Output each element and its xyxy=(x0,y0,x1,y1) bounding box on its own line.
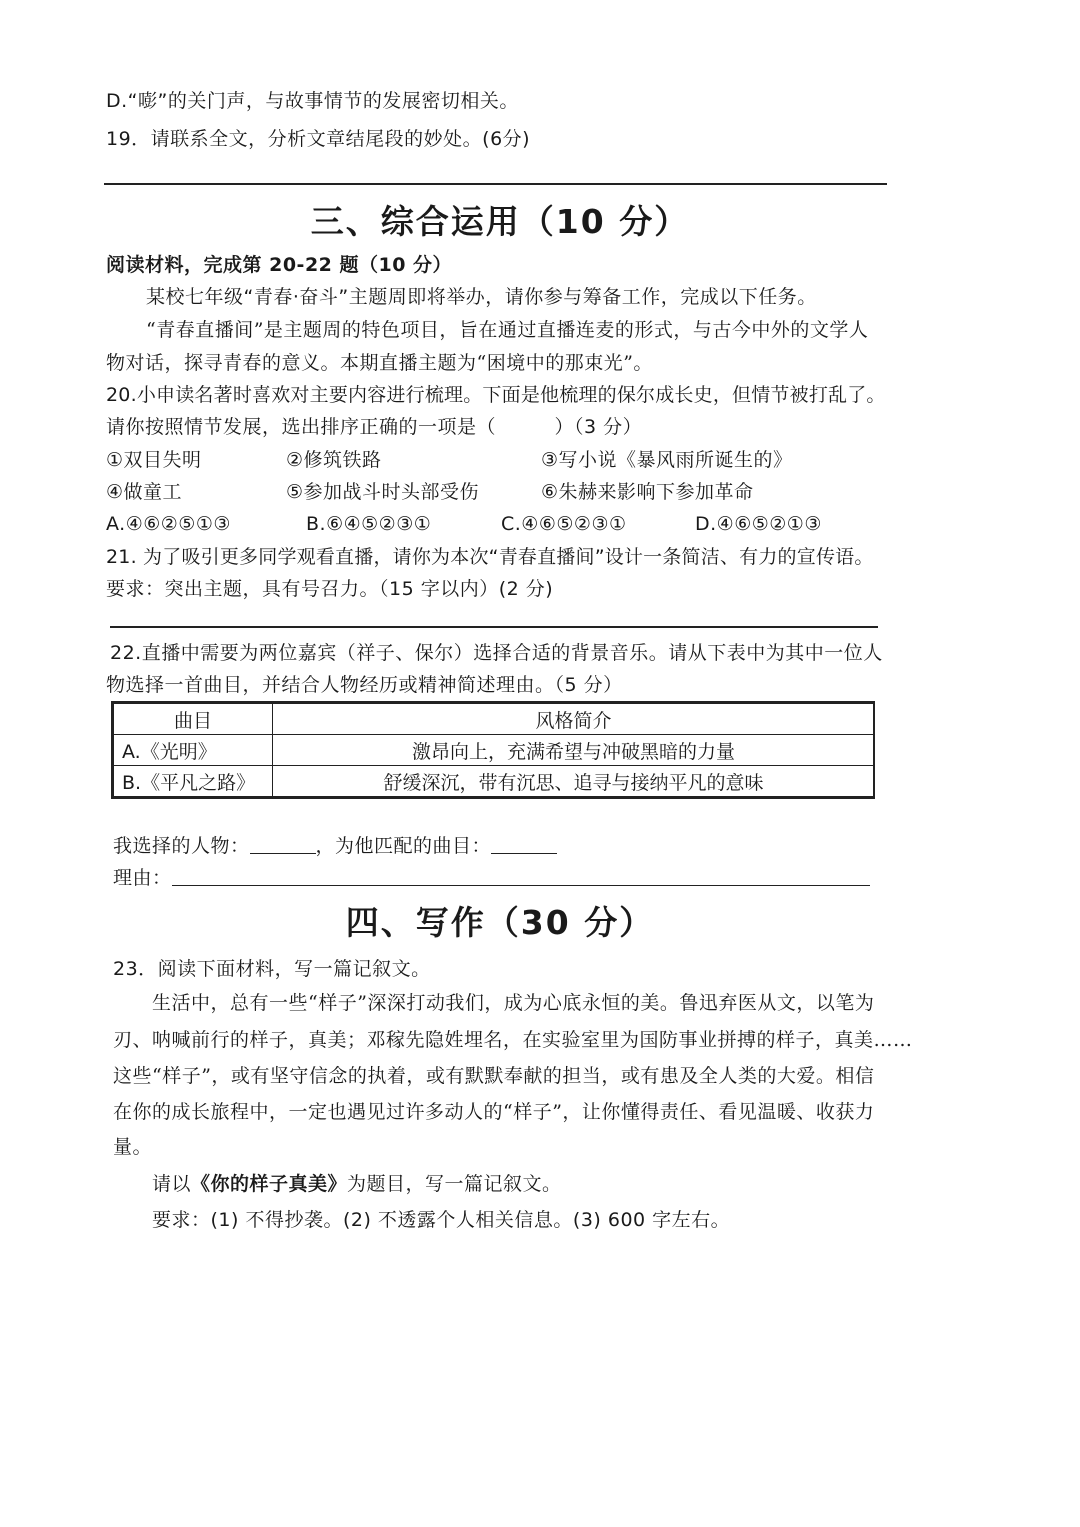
question-20-line-2: 请你按照情节发展，选出排序正确的一项是（ ）（3 分） xyxy=(106,416,643,438)
essay-task-suffix: 为题目，写一篇记叙文。 xyxy=(347,1173,562,1195)
choose-person-label: 我选择的人物： xyxy=(113,835,250,857)
section-3-heading: 三、综合运用（10 分） xyxy=(310,202,690,241)
table-header-style: 风格简介 xyxy=(273,704,875,735)
question-21-line-2: 要求：突出主题，具有号召力。（15 字以内）(2 分) xyxy=(106,578,554,600)
reason-line xyxy=(113,865,870,891)
table-row xyxy=(114,766,875,797)
event-4: ④做童工 xyxy=(106,481,183,503)
event-1: ①双目失明 xyxy=(106,449,202,471)
table-header-song: 曲目 xyxy=(114,704,273,735)
essay-material-3: 这些“样子”，或有坚守信念的执着，或有默默奉献的担当，或有患及全人类的大爱。相信 xyxy=(113,1065,875,1087)
event-6: ⑥朱赫来影响下参加革命 xyxy=(541,481,754,503)
choice-line xyxy=(113,833,557,859)
table-header-row xyxy=(114,704,875,735)
essay-material-2: 刃、呐喊前行的样子，真美；邓稼先隐姓埋名，在实验室里为国防事业拼搏的样子，真美…… xyxy=(113,1029,913,1051)
option-c: C.④⑥⑤②③① xyxy=(501,513,627,535)
question-22-line-2: 物选择一首曲目，并结合人物经历或精神简述理由。（5 分） xyxy=(106,674,623,696)
essay-requirements: 要求：(1) 不得抄袭。(2) 不透露个人相关信息。(3) 600 字左右。 xyxy=(152,1209,731,1231)
music-table xyxy=(113,703,875,797)
essay-task xyxy=(152,1171,562,1197)
question-22-line-1: 22.直播中需要为两位嘉宾（祥子、保尔）选择合适的背景音乐。请从下表中为其中一位人 xyxy=(110,642,883,664)
song-blank[interactable] xyxy=(491,833,557,854)
table-row xyxy=(114,735,875,766)
question-19: 19．请联系全文，分析文章结尾段的妙处。(6分) xyxy=(106,128,531,150)
essay-title: 《你的样子真美》 xyxy=(191,1173,348,1195)
table-cell-song: A.《光明》 xyxy=(114,735,273,766)
option-b: B.⑥④⑤②③① xyxy=(306,513,432,535)
intro-paragraph-1: 某校七年级“青春·奋斗”主题周即将举办，请你参与筹备工作，完成以下任务。 xyxy=(146,286,817,308)
table-cell-style: 激昂向上，充满希望与冲破黑暗的力量 xyxy=(273,735,875,766)
option-d-text: D.“嘭”的关门声，与故事情节的发展密切相关。 xyxy=(106,90,519,112)
table-cell-song: B.《平凡之路》 xyxy=(114,766,273,797)
question-23: 23．阅读下面材料，写一篇记叙文。 xyxy=(113,958,431,980)
question-20-line-1: 20.小申读名著时喜欢对主要内容进行梳理。下面是他梳理的保尔成长史，但情节被打乱了。 xyxy=(106,384,886,406)
option-d: D.④⑥⑤②①③ xyxy=(695,513,822,535)
reason-blank[interactable] xyxy=(172,865,870,886)
essay-material-4: 在你的成长旅程中，一定也遇见过许多动人的“样子”，让你懂得责任、看见温暖、收获力 xyxy=(113,1101,875,1123)
essay-material-1: 生活中，总有一些“样子”深深打动我们，成为心底永恒的美。鲁迅弃医从文，以笔为 xyxy=(152,992,875,1014)
option-a: A.④⑥②⑤①③ xyxy=(106,513,231,535)
essay-task-prefix: 请以 xyxy=(152,1173,192,1195)
material-instruction: 阅读材料，完成第 20-22 题（10 分） xyxy=(106,254,453,276)
table-cell-style: 舒缓深沉，带有沉思、追寻与接纳平凡的意味 xyxy=(273,766,875,797)
intro-paragraph-3: 物对话，探寻青春的意义。本期直播主题为“困境中的那束光”。 xyxy=(106,352,653,374)
event-3: ③写小说《暴风雨所诞生的》 xyxy=(541,449,793,471)
event-2: ②修筑铁路 xyxy=(286,449,382,471)
choose-song-label: ，为他匹配的曲目： xyxy=(315,835,492,857)
event-5: ⑤参加战斗时头部受伤 xyxy=(286,481,480,503)
intro-paragraph-2: “青春直播间”是主题周的特色项目，旨在通过直播连麦的形式，与古今中外的文学人 xyxy=(146,319,869,341)
reason-label: 理由： xyxy=(113,867,172,889)
essay-material-5: 量。 xyxy=(113,1136,153,1158)
person-blank[interactable] xyxy=(250,833,316,854)
answer-line-21 xyxy=(110,626,878,628)
question-21-line-1: 21. 为了吸引更多同学观看直播，请你为本次“青春直播间”设计一条简洁、有力的宣传语。 xyxy=(106,546,874,568)
answer-line-19 xyxy=(104,183,887,185)
section-4-heading: 四、写作（30 分） xyxy=(345,903,655,942)
